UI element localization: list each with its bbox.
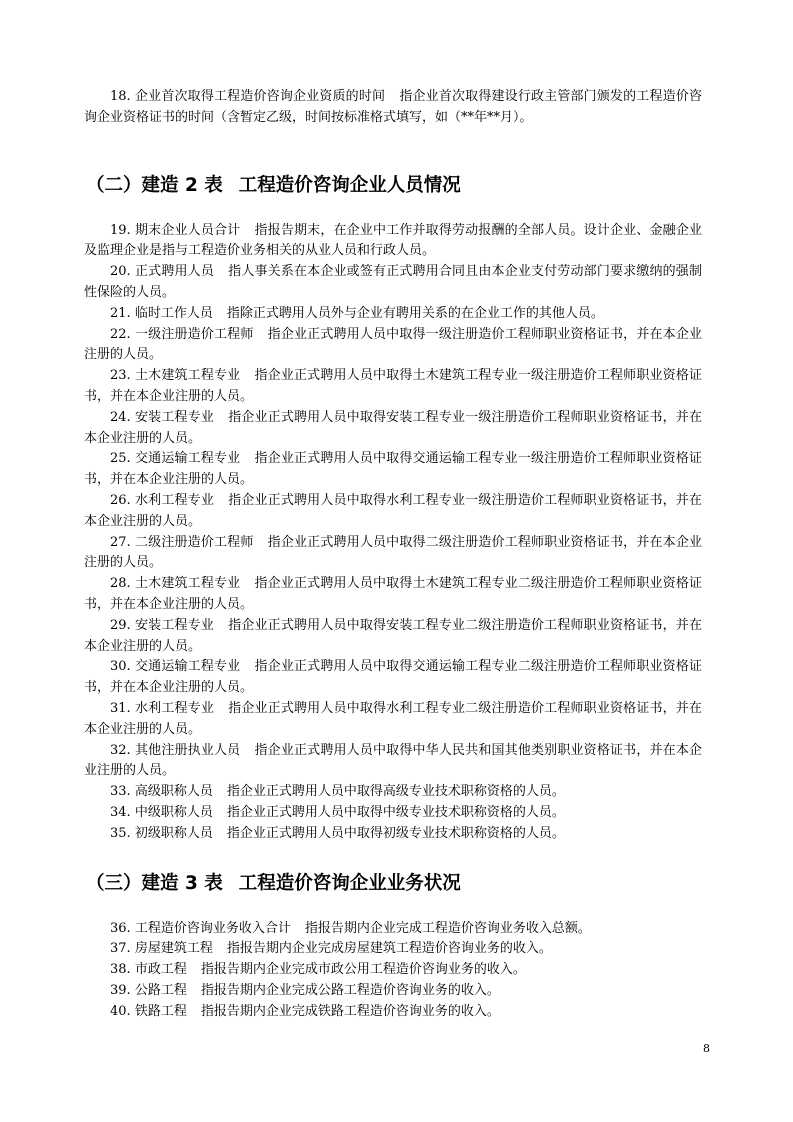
section-heading-2: [86, 171, 702, 197]
definition-item: [84, 574, 702, 616]
item-number: 19.: [110, 222, 131, 238]
item-number: 20.: [110, 264, 131, 280]
item-term: 水利工程专业: [135, 700, 214, 716]
item-term: 企业首次取得工程造价咨询企业资质的时间: [135, 89, 386, 104]
item-term: 初级职称人员: [134, 825, 213, 841]
definition-item: [84, 741, 702, 783]
item-description: 指企业正式聘用人员中取得水利工程专业一级注册造价工程师职业资格证书，并在本企业注册的人员。: [84, 492, 702, 529]
section-heading-3: [86, 869, 702, 895]
definition-item: [84, 325, 702, 367]
definition-item: [84, 262, 702, 304]
item-number: 26.: [110, 492, 131, 508]
item-number: 38.: [110, 962, 131, 978]
item-term: 交通运输工程专业: [135, 659, 241, 675]
definition-item: [84, 408, 702, 450]
item-description: 指企业正式聘用人员中取得中级专业技术职称资格的人员。: [226, 804, 565, 820]
item-number: 18.: [110, 89, 131, 104]
item-term: 水利工程专业: [135, 492, 214, 508]
definition-item: [84, 699, 702, 741]
definition-item: [84, 803, 702, 824]
section-subtitle: 工程造价咨询企业人员情况: [238, 174, 461, 196]
item-number: 21.: [110, 305, 131, 321]
item-description: 指企业正式聘用人员中取得初级专业技术职称资格的人员。: [226, 825, 565, 841]
definition-item: [84, 87, 702, 129]
section-title: （三）建造 3 表: [86, 872, 223, 894]
definition-item: [84, 221, 702, 263]
section-subtitle: 工程造价咨询企业业务状况: [238, 872, 461, 894]
item-description: 指报告期内企业完成工程造价咨询业务收入总额。: [304, 920, 591, 936]
item-description: 指企业正式聘用人员中取得高级专业技术职称资格的人员。: [226, 784, 565, 800]
item-description: 指企业正式聘用人员中取得土木建筑工程专业二级注册造价工程师职业资格证书，并在本企业注册的人员。: [84, 576, 702, 612]
item-number: 33.: [110, 784, 131, 800]
item-description: 指企业正式聘用人员中取得交通运输工程专业一级注册造价工程师职业资格证书，并在本企业注册的人员。: [84, 451, 702, 488]
item-number: 29.: [110, 617, 131, 633]
item-description: 指报告期内企业完成市政公用工程造价咨询业务的收入。: [200, 962, 526, 978]
section-title: （二）建造 2 表: [86, 174, 223, 196]
item-description: 指企业正式聘用人员中取得安装工程专业二级注册造价工程师职业资格证书，并在本企业注册的人员。: [84, 617, 702, 654]
item-description: 指报告期内企业完成铁路工程造价咨询业务的收入。: [200, 1003, 500, 1019]
item-description: 指除正式聘用人员外与企业有聘用关系的在企业工作的其他人员。: [226, 305, 604, 321]
item-description: 指企业正式聘用人员中取得水利工程专业二级注册造价工程师职业资格证书，并在本企业注册的人员。: [84, 700, 702, 737]
item-term: 一级注册造价工程师: [135, 326, 254, 342]
item-number: 25.: [110, 451, 131, 467]
item-term: 铁路工程: [134, 1003, 187, 1019]
section-3-list: [84, 919, 702, 1023]
item-term: 临时工作人员: [134, 305, 213, 321]
item-term: 工程造价咨询业务收入合计: [134, 920, 291, 936]
item-term: 高级职称人员: [134, 784, 213, 800]
item-description: 指报告期内企业完成公路工程造价咨询业务的收入。: [200, 982, 500, 998]
definition-item: [84, 824, 702, 845]
item-description: 指企业正式聘用人员中取得中华人民共和国其他类别职业资格证书，并在本企业注册的人员。: [84, 742, 702, 779]
page-number: 8: [703, 1042, 710, 1055]
item-term: 安装工程专业: [135, 617, 214, 633]
item-description: 指企业正式聘用人员中取得一级注册造价工程师职业资格证书，并在本企业注册的人员。: [84, 326, 702, 363]
item-number: 39.: [110, 982, 131, 998]
item-term: 正式聘用人员: [135, 264, 214, 280]
definition-item: [84, 491, 702, 533]
item-number: 30.: [110, 659, 131, 675]
item-term: 市政工程: [134, 962, 187, 978]
item-term: 中级职称人员: [134, 804, 213, 820]
item-number: 32.: [110, 742, 131, 758]
definition-item: [84, 657, 702, 699]
page-content: [84, 87, 702, 1022]
definition-item: [84, 449, 702, 491]
definition-item: [84, 960, 702, 981]
definition-item: [84, 939, 702, 960]
item-description: 指报告期内企业完成房屋建筑工程造价咨询业务的收入。: [226, 941, 552, 957]
item-number: 24.: [110, 409, 131, 425]
item-term: 土木建筑工程专业: [135, 576, 241, 592]
item-description: 指人事关系在本企业或签有正式聘用合同且由本企业支付劳动部门要求缴纳的强制性保险的人员。: [84, 264, 702, 300]
item-description: 指企业正式聘用人员中取得二级注册造价工程师职业资格证书，并在本企业注册的人员。: [84, 534, 702, 571]
item-term: 公路工程: [134, 982, 187, 998]
item-number: 27.: [110, 534, 131, 550]
item-number: 35.: [110, 825, 131, 841]
definition-item: [84, 782, 702, 803]
item-number: 37.: [110, 941, 131, 957]
item-description: 指企业正式聘用人员中取得交通运输工程专业二级注册造价工程师职业资格证书，并在本企业注册的人员。: [84, 659, 702, 696]
item-description: 指报告期末，在企业中工作并取得劳动报酬的全部人员。设计企业、金融企业及监理企业是指与工程造价业务相关的从业人员和行政人员。: [84, 222, 702, 259]
item-term: 二级注册造价工程师: [135, 534, 254, 550]
item-description: 指企业正式聘用人员中取得土木建筑工程专业一级注册造价工程师职业资格证书，并在本企业注册的人员。: [84, 368, 702, 404]
item-description: 指企业正式聘用人员中取得安装工程专业一级注册造价工程师职业资格证书，并在本企业注册的人员。: [84, 409, 702, 446]
item-term: 安装工程专业: [135, 409, 214, 425]
item-term: 其他注册执业人员: [135, 742, 241, 758]
item-number: 36.: [110, 920, 131, 936]
definition-item: [84, 366, 702, 408]
definition-item: [84, 919, 702, 940]
section-2-list: [84, 221, 702, 845]
definition-item: [84, 616, 702, 658]
item-term: 土木建筑工程专业: [135, 368, 241, 384]
item-number: 28.: [110, 576, 131, 592]
definition-item: [84, 533, 702, 575]
item-number: 23.: [110, 368, 131, 384]
item-number: 31.: [110, 700, 131, 716]
item-term: 交通运输工程专业: [135, 451, 241, 467]
definition-item: [84, 304, 702, 325]
definition-item: [84, 981, 702, 1002]
item-description: 指企业首次取得建设行政主管部门颁发的工程造价咨询企业资格证书的时间（含暂定乙级，时间按标准格式填写，如（**年**月）。: [84, 89, 702, 125]
item-number: 22.: [110, 326, 131, 342]
item-term: 期末企业人员合计: [135, 222, 241, 238]
item-term: 房屋建筑工程: [134, 941, 213, 957]
item-number: 34.: [110, 804, 131, 820]
item-number: 40.: [110, 1003, 131, 1019]
definition-item: [84, 1002, 702, 1023]
